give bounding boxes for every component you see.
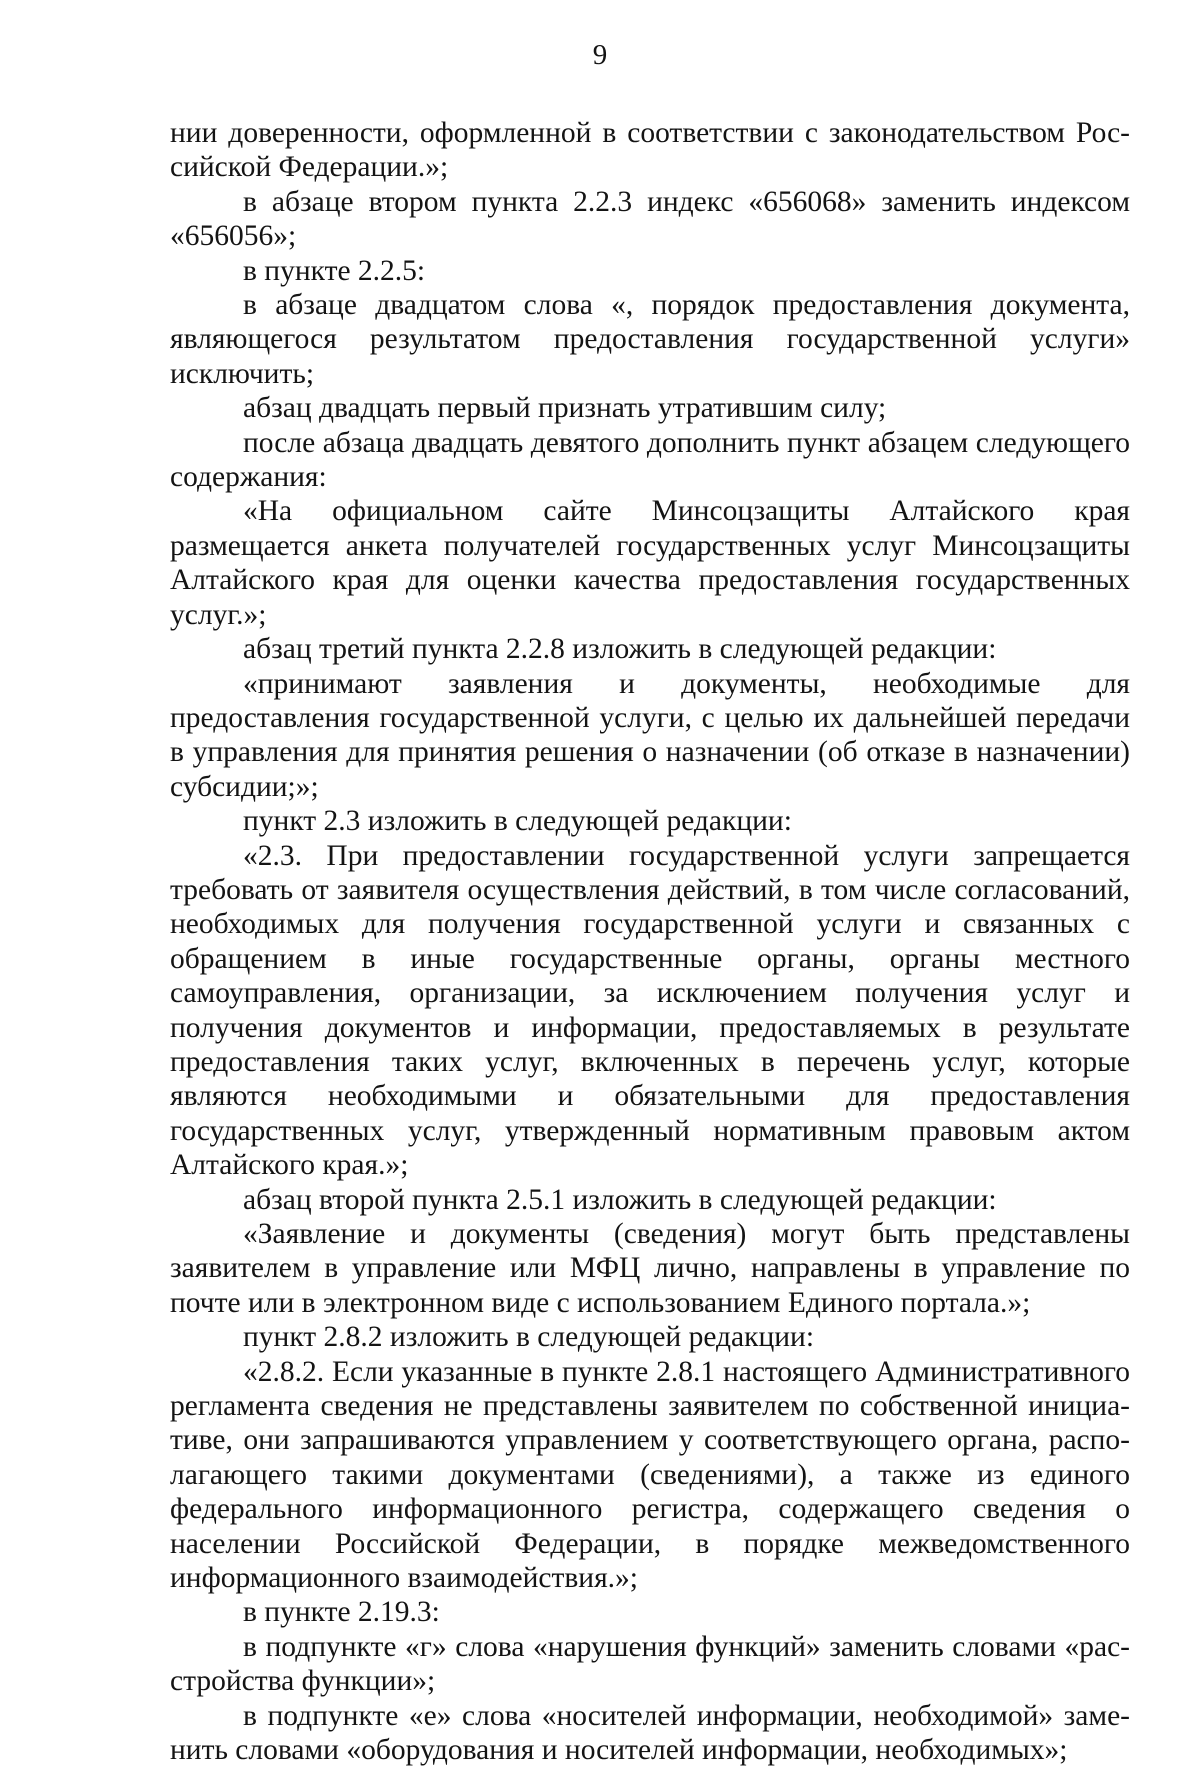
paragraph-18: в подпункте «е» слова «носителей информации, необходимой» заменить словами «оборудования и носителей информации, необходимых»; bbox=[170, 1699, 1130, 1767]
paragraph-10: пункт 2.3 изложить в следующей редакции: bbox=[243, 805, 792, 838]
paragraph-9: «принимают заявления и документы, необходимые для предоставления государственной услуги, с целью их дальнейшей передачи в управления для принятия решения о назначении (об отказе в назначении) субсидии;»; bbox=[170, 667, 1130, 803]
paragraph-2: в абзаце втором пункта 2.2.3 индекс «656068» заменить индексом «656056»; bbox=[170, 185, 1130, 253]
paragraph-6: после абзаца двадцать девятого дополнить пункт абзацем следующего содержания: bbox=[170, 426, 1130, 494]
paragraph-17: в подпункте «г» слова «нарушения функций» заменить словами «расстройства функции»; bbox=[170, 1630, 1130, 1698]
document-body bbox=[170, 116, 1130, 1768]
paragraph-13: «Заявление и документы (сведения) могут быть представлены заявителем в управление или МФЦ лично, направлены в управление по почте или в электронном виде с использованием Единого портала.»; bbox=[170, 1218, 1130, 1319]
paragraph-16: в пункте 2.19.3: bbox=[243, 1596, 440, 1629]
paragraph-5: абзац двадцать первый признать утратившим силу; bbox=[243, 392, 887, 425]
paragraph-7: «На официальном сайте Минсоцзащиты Алтайского края размещается анкета получателей государственных услуг Минсоцзащиты Алтайского края для оценки качества предоставления государственных услуг.»; bbox=[170, 495, 1130, 631]
paragraph-14: пункт 2.8.2 изложить в следующей редакции: bbox=[243, 1321, 815, 1354]
paragraph-4: в абзаце двадцатом слова «, порядок предоставления документа, являющегося результатом предоставления государственной услуги» исключить; bbox=[170, 289, 1130, 390]
page-number: 9 bbox=[592, 39, 608, 71]
paragraph-3: в пункте 2.2.5: bbox=[243, 254, 426, 287]
paragraph-11: «2.3. При предоставлении государственной услуги запрещается требовать от заявителя осуществления действий, в том числе согласований, необходимых для получения государственной услуги и связанных с обращением в иные государственные органы, органы местного самоуправления, организации, за исключением получения услуг и получения документов и информации, предоставляемых в результате предоставления таких услуг, включенных в перечень услуг, которые являются необходимыми и обязательными для предоставления государственных услуг, утвержденный нормативным правовым актом Алтайского края.»; bbox=[170, 839, 1130, 1182]
paragraph-15: «2.8.2. Если указанные в пункте 2.8.1 настоящего Административного регламента сведения не представлены заявителем по собственной инициативе, они запрашиваются управлением у соответствующего органа, располагающего такими документами (сведениями), а также из единого федерального информационного регистра, содержащего сведения о населении Российской Федерации, в порядке межведомственного информационного взаимодействия.»; bbox=[170, 1355, 1130, 1595]
paragraph-12: абзац второй пункта 2.5.1 изложить в следующей редакции: bbox=[243, 1183, 997, 1216]
paragraph-1: нии доверенности, оформленной в соответствии с законодательством Российской Федерации.»; bbox=[170, 117, 1130, 184]
paragraph-8: абзац третий пункта 2.2.8 изложить в следующей редакции: bbox=[243, 633, 997, 666]
